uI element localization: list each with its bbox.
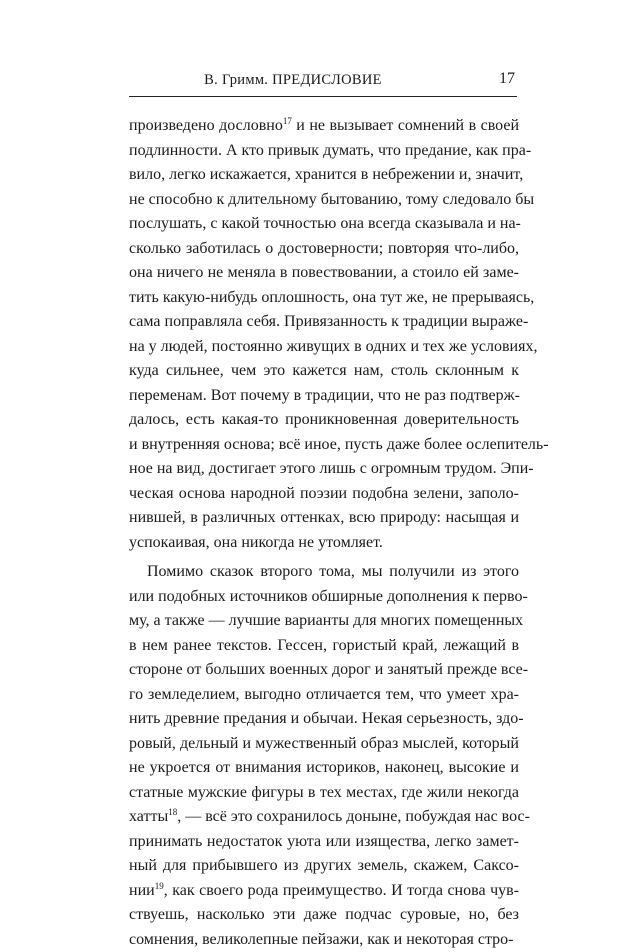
body-text xyxy=(129,114,519,952)
line-text: куда сильнее, чем это кажется нам, столь склонным к xyxy=(129,362,519,379)
line-text: ное на вид, достигает этого лишь с огромным трудом. Эпи- xyxy=(129,460,534,477)
text-line xyxy=(129,531,519,556)
text-line xyxy=(129,683,519,708)
line-text: го земледелием, выгодно отличается тем, что умеет хра- xyxy=(129,686,519,703)
line-text: успокаивая, она никогда не утомляет. xyxy=(129,534,383,551)
text-line xyxy=(129,928,519,952)
text-line xyxy=(129,585,519,610)
text-line xyxy=(129,506,519,531)
text-line xyxy=(129,707,519,732)
page-number: 17 xyxy=(499,70,515,88)
line-text-rest: , — всё это сохранилось доныне, побуждая нас вос- xyxy=(177,808,530,825)
text-line xyxy=(129,879,519,904)
line-text: сама поправляла себя. Привязанность к традиции выраже- xyxy=(129,313,528,330)
text-line xyxy=(129,188,519,213)
text-line xyxy=(129,854,519,879)
line-text: в нем ранее текстов. Гессен, гористый край, лежащий в xyxy=(129,637,519,654)
footnote-marker[interactable]: 17 xyxy=(283,116,292,126)
text-line xyxy=(129,163,519,188)
paragraph xyxy=(129,114,519,555)
running-header xyxy=(129,70,517,97)
text-line xyxy=(129,139,519,164)
line-text: послушать, с какой точностью она всегда сказывала и на- xyxy=(129,215,521,232)
text-line xyxy=(129,261,519,286)
text-line xyxy=(129,359,519,384)
text-line xyxy=(129,310,519,335)
line-text: нить древние предания и обычаи. Некая серьезность, здо- xyxy=(129,710,524,727)
text-line xyxy=(129,903,519,928)
line-text: подлинности. А кто привык думать, что предание, как пра- xyxy=(129,142,531,159)
text-line xyxy=(129,560,519,585)
text-line xyxy=(129,830,519,855)
text-line xyxy=(129,286,519,311)
text-line xyxy=(129,609,519,634)
line-text: сколько заботилась о достоверности; повторяя что-либо, xyxy=(129,240,519,257)
line-text: ческая основа народной поэзии подобна зелени, заполо- xyxy=(129,485,519,502)
text-line xyxy=(129,658,519,683)
text-line xyxy=(129,237,519,262)
text-line xyxy=(129,335,519,360)
line-text: не укроется от внимания историков, наконец, высокие и xyxy=(129,759,519,776)
line-text-rest: , как своего рода преимущество. И тогда снова чув- xyxy=(164,882,519,899)
line-text: Помимо сказок второго тома, мы получили из этого xyxy=(147,563,519,580)
footnote-marker[interactable]: 18 xyxy=(168,807,177,817)
text-line xyxy=(129,805,519,830)
line-text: хатты xyxy=(129,808,168,825)
line-text: ствуешь, насколько эти даже подчас суровые, но, без xyxy=(129,906,519,923)
text-line xyxy=(129,732,519,757)
line-text: ровый, дельный и мужественный образ мыслей, который xyxy=(129,735,519,752)
line-text: нии xyxy=(129,882,155,899)
text-line xyxy=(129,756,519,781)
line-text: нившей, в различных оттенках, всю природу: насыщая и xyxy=(129,509,519,526)
text-line xyxy=(129,482,519,507)
running-title: В. Гримм. ПРЕДИСЛОВИЕ xyxy=(129,72,457,89)
line-text: произведено дословно xyxy=(129,117,283,134)
line-text: му, а также — лучшие варианты для многих помещенных xyxy=(129,612,523,629)
paragraph xyxy=(129,560,519,952)
text-line xyxy=(129,114,519,139)
text-line xyxy=(129,384,519,409)
line-text: ный для прибывшего из других земель, скажем, Саксо- xyxy=(129,857,519,874)
text-line xyxy=(129,433,519,458)
line-text: вило, легко искажается, хранится в небрежении и, значит, xyxy=(129,166,523,183)
text-line xyxy=(129,457,519,482)
line-text: принимать недостаток уюта или изящества, легко замет- xyxy=(129,833,519,850)
line-text: стороне от больших военных дорог и занятый прежде все- xyxy=(129,661,528,678)
line-text: на у людей, постоянно живущих в одних и тех же условиях, xyxy=(129,338,537,355)
text-line xyxy=(129,408,519,433)
text-line xyxy=(129,212,519,237)
line-text: переменам. Вот почему в традиции, что не раз подтверж- xyxy=(129,387,520,404)
line-text: не способно к длительному бытованию, тому следовало бы xyxy=(129,191,534,208)
line-text: статные мужские фигуры в тех местах, где жили некогда xyxy=(129,784,519,801)
line-text-rest: и не вызывает сомнений в своей xyxy=(292,117,519,134)
line-text: она ничего не меняла в повествовании, а стоило ей заме- xyxy=(129,264,519,281)
text-line xyxy=(129,634,519,659)
footnote-marker[interactable]: 19 xyxy=(155,881,164,891)
line-text: или подобных источников обширные дополнения к перво- xyxy=(129,588,528,605)
line-text: тить какую-нибудь оплошность, она тут же, не прерываясь, xyxy=(129,289,534,306)
text-line xyxy=(129,781,519,806)
line-text: далось, есть какая-то проникновенная доверительность xyxy=(129,411,519,428)
line-text: сомнения, великолепные пейзажи, как и некоторая стро- xyxy=(129,931,514,948)
line-text: и внутренняя основа; всё иное, пусть даже более ослепитель- xyxy=(129,436,549,453)
